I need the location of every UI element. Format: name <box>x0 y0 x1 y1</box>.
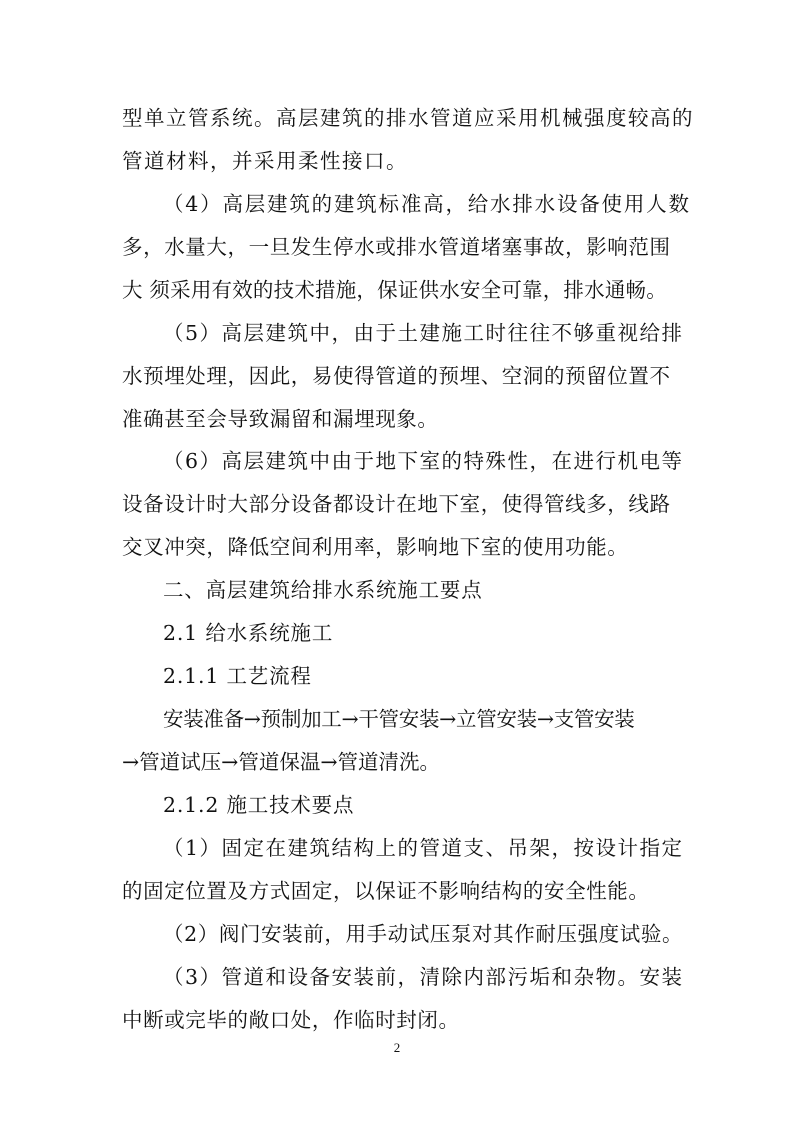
subsection-heading-2-1-1: 2.1.1 工艺流程 <box>163 664 312 688</box>
text-line-9: （6）高层建筑中由于地下室的特殊性，在进行机电等 <box>163 449 684 473</box>
page-number: 2 <box>393 1040 401 1055</box>
text-line-20: （2）阀门安装前，用手动试压泵对其作耐压强度试验。 <box>163 922 684 946</box>
subsection-heading-2-1: 2.1 给水系统施工 <box>163 621 334 645</box>
process-flow-line-1: 安装准备→预制加工→干管安装→立管安装→支管安装 <box>163 707 635 731</box>
text-line-19: 的固定位置及方式固定，以保证不影响结构的安全性能。 <box>122 879 650 903</box>
text-line-2: 管道材料，并采用柔性接口。 <box>122 149 408 173</box>
text-line-21: （3）管道和设备安装前，清除内部污垢和杂物。安装 <box>163 965 684 989</box>
text-line-3: （4）高层建筑的建筑标准高，给水排水设备使用人数 <box>163 192 691 216</box>
text-line-22: 中断或完毕的敞口处，作临时封闭。 <box>122 1008 460 1032</box>
process-flow-line-2: →管道试压→管道保温→管道清洗。 <box>122 750 441 774</box>
section-heading-2: 二、高层建筑给排水系统施工要点 <box>163 578 483 602</box>
text-line-7: 水预埋处理，因此，易使得管道的预埋、空洞的预留位置不 <box>122 364 671 388</box>
text-line-4: 多，水量大，一旦发生停水或排水管道堵塞事故，影响范围 <box>122 235 671 259</box>
text-line-6: （5）高层建筑中，由于土建施工时往往不够重视给排 <box>163 321 684 345</box>
text-line-1: 型单立管系统。高层建筑的排水管道应采用机械强度较高的 <box>122 106 694 130</box>
text-line-8: 准确甚至会导致漏留和漏埋现象。 <box>122 407 439 431</box>
text-line-5: 大 须采用有效的技术措施，保证供水安全可靠，排水通畅。 <box>122 278 667 302</box>
text-line-18: （1）固定在建筑结构上的管道支、吊架，按设计指定 <box>163 836 684 860</box>
text-line-10: 设备设计时大部分设备都设计在地下室，使得管线多，线路 <box>122 492 671 516</box>
text-line-11: 交叉冲突，降低空间利用率，影响地下室的使用功能。 <box>122 535 629 559</box>
subsection-heading-2-1-2: 2.1.2 施工技术要点 <box>163 793 355 817</box>
